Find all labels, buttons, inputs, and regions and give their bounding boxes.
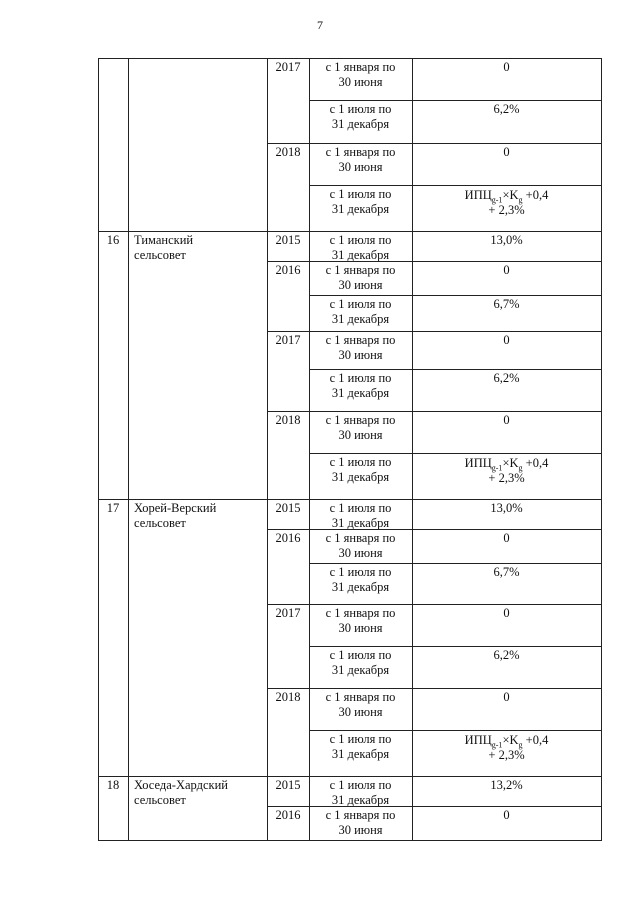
year-label: 2016 — [275, 263, 301, 277]
value-text: 6,2% — [493, 371, 520, 385]
table-right-border — [601, 58, 602, 841]
formula-line-1 — [414, 456, 599, 471]
value-text: 0 — [503, 690, 510, 704]
value-text: 13,0% — [490, 233, 523, 247]
value-text: 0 — [503, 531, 510, 545]
period-text: с 1 июля по — [329, 455, 392, 469]
year-label: 2017 — [275, 606, 301, 620]
formula-part: g — [518, 463, 523, 473]
period-text: с 1 января по — [325, 413, 396, 427]
settlement-name-cell — [128, 499, 268, 777]
period-text: с 1 июля по — [329, 565, 392, 579]
period-text: 31 декабря — [331, 470, 390, 484]
period-text: 31 декабря — [331, 312, 390, 326]
value-formula — [414, 456, 599, 486]
row-number-cell — [98, 231, 129, 500]
year-label: 2015 — [275, 233, 301, 247]
formula-part: ИПЦ — [464, 456, 492, 470]
value-text: 0 — [503, 413, 510, 427]
settlement-name: Хорей-Верский — [134, 501, 217, 515]
period-text: 31 декабря — [331, 248, 390, 262]
value-text: 13,2% — [490, 778, 523, 792]
period-text: 31 декабря — [331, 580, 390, 594]
period-text: 31 декабря — [331, 747, 390, 761]
year-label: 2015 — [275, 778, 301, 792]
period-text: с 1 июля по — [329, 501, 392, 515]
formula-part: ×K — [502, 188, 519, 202]
formula-line-1 — [414, 188, 599, 203]
year-label: 2016 — [275, 808, 301, 822]
page-number: 7 — [317, 18, 323, 32]
formula-part: +0,4 — [522, 456, 549, 470]
row-number: 16 — [106, 233, 120, 247]
value-text: 0 — [503, 333, 510, 347]
period-text: с 1 января по — [325, 263, 396, 277]
period-text: 30 июня — [338, 705, 383, 719]
period-text: 31 декабря — [331, 202, 390, 216]
value-formula — [414, 188, 599, 218]
period-text: с 1 января по — [325, 145, 396, 159]
period-text: с 1 января по — [325, 808, 396, 822]
value-text: 0 — [503, 606, 510, 620]
settlement-name-cell — [128, 231, 268, 500]
period-text: с 1 июля по — [329, 187, 392, 201]
period-text: с 1 июля по — [329, 102, 392, 116]
formula-part: g-1 — [491, 463, 503, 473]
period-text: с 1 января по — [325, 60, 396, 74]
period-text: 31 декабря — [331, 663, 390, 677]
period-text: 31 декабря — [331, 793, 390, 807]
year-label: 2018 — [275, 690, 301, 704]
period-text: с 1 января по — [325, 531, 396, 545]
table-bottom-border — [98, 840, 602, 841]
period-text: 30 июня — [338, 428, 383, 442]
value-formula — [414, 733, 599, 763]
value-text: 13,0% — [490, 501, 523, 515]
value-text: 6,7% — [493, 565, 520, 579]
period-text: 30 июня — [338, 348, 383, 362]
formula-part: ИПЦ — [464, 733, 492, 747]
formula-part: ИПЦ — [464, 188, 492, 202]
formula-part: g — [518, 195, 523, 205]
period-text: 30 июня — [338, 823, 383, 837]
row-number: 17 — [106, 501, 120, 515]
formula-part: g-1 — [491, 740, 503, 750]
period-text: 31 декабря — [331, 386, 390, 400]
value-text: 6,2% — [493, 102, 520, 116]
formula-part: +0,4 — [522, 188, 549, 202]
value-text: 0 — [503, 145, 510, 159]
formula-part: g-1 — [491, 195, 503, 205]
formula-part: + 2,3% — [488, 471, 525, 485]
period-text: 30 июня — [338, 621, 383, 635]
value-text: 6,2% — [493, 648, 520, 662]
period-text: 31 декабря — [331, 117, 390, 131]
period-text: 30 июня — [338, 278, 383, 292]
formula-part: + 2,3% — [488, 203, 525, 217]
year-label: 2018 — [275, 145, 301, 159]
value-text: 0 — [503, 60, 510, 74]
settlement-name: Тиманский — [134, 233, 194, 247]
row-number-cell — [98, 499, 129, 777]
formula-part: + 2,3% — [488, 748, 525, 762]
row-number: 18 — [106, 778, 120, 792]
settlement-name: Хоседа-Хардский — [134, 778, 228, 792]
period-text: с 1 июля по — [329, 297, 392, 311]
year-label: 2016 — [275, 531, 301, 545]
year-label: 2017 — [275, 333, 301, 347]
settlement-name: сельсовет — [134, 793, 186, 807]
period-text: 30 июня — [338, 160, 383, 174]
year-label: 2018 — [275, 413, 301, 427]
period-text: с 1 июля по — [329, 732, 392, 746]
year-label: 2017 — [275, 60, 301, 74]
period-text: 30 июня — [338, 546, 383, 560]
period-text: с 1 января по — [325, 606, 396, 620]
value-text: 0 — [503, 263, 510, 277]
settlement-name: сельсовет — [134, 248, 186, 262]
value-text: 0 — [503, 808, 510, 822]
period-text: с 1 января по — [325, 333, 396, 347]
period-text: с 1 июля по — [329, 371, 392, 385]
formula-part: ×K — [502, 456, 519, 470]
period-text: 31 декабря — [331, 516, 390, 530]
period-text: с 1 июля по — [329, 233, 392, 247]
year-label: 2015 — [275, 501, 301, 515]
period-text: с 1 июля по — [329, 778, 392, 792]
formula-part: ×K — [502, 733, 519, 747]
formula-line-1 — [414, 733, 599, 748]
settlement-name: сельсовет — [134, 516, 186, 530]
period-text: с 1 июля по — [329, 648, 392, 662]
period-text: с 1 января по — [325, 690, 396, 704]
formula-part: g — [518, 740, 523, 750]
period-text: 30 июня — [338, 75, 383, 89]
settlement-name-cell — [128, 58, 268, 232]
row-number-cell — [98, 58, 129, 232]
value-text: 6,7% — [493, 297, 520, 311]
formula-part: +0,4 — [522, 733, 549, 747]
